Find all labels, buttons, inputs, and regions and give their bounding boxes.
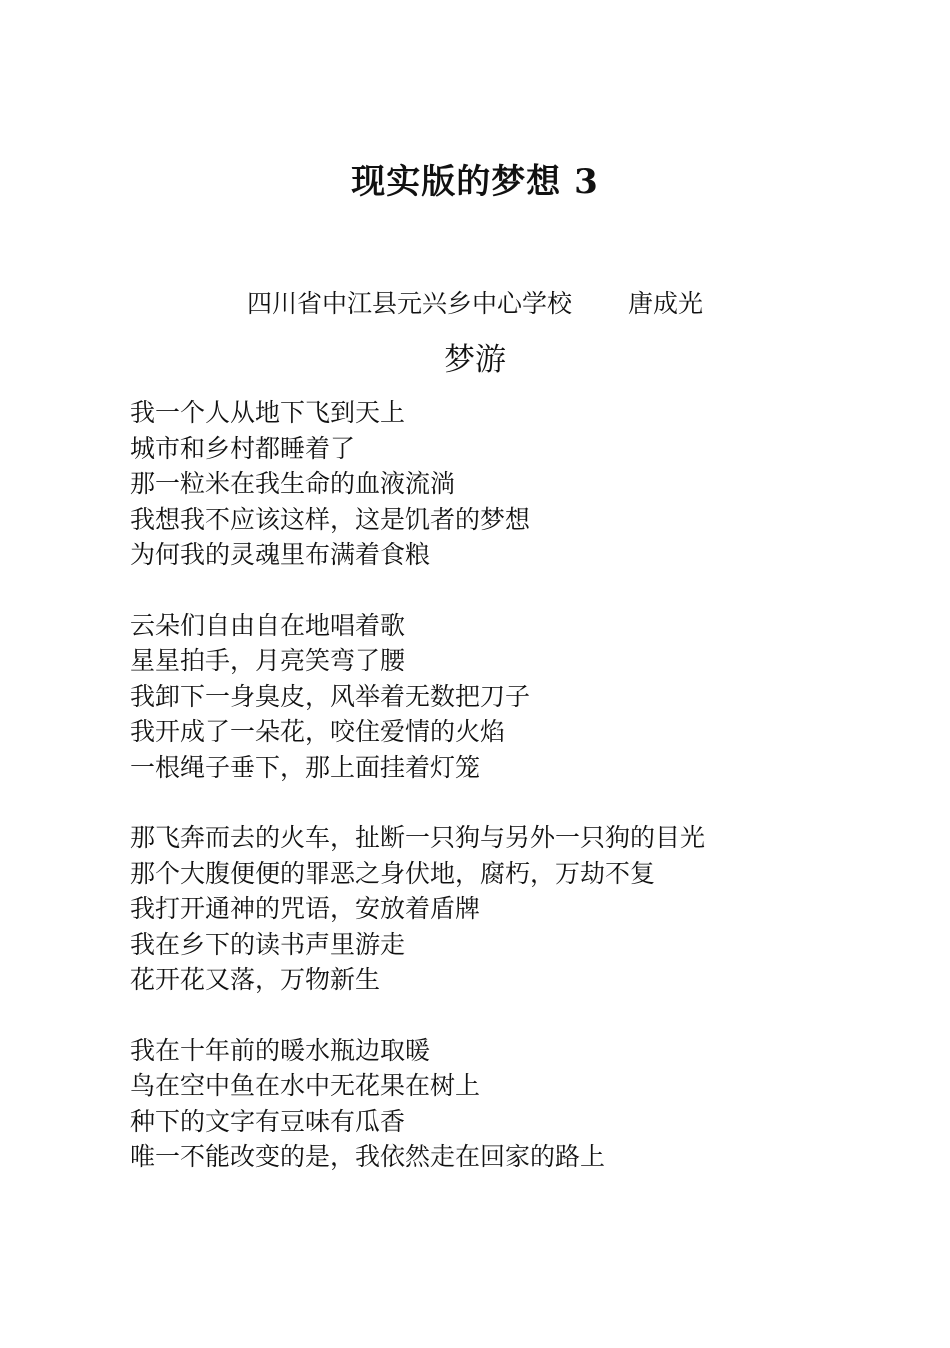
- poem-line: 唯一不能改变的是，我依然走在回家的路上: [130, 1142, 606, 1171]
- poem-line: 花开花又落，万物新生: [130, 965, 381, 994]
- stanza-1: [130, 395, 930, 573]
- poem-line: 我想我不应该这样，这是饥者的梦想: [130, 504, 531, 534]
- poem-line: 为何我的灵魂里布满着食粮: [130, 540, 431, 569]
- poem-line: 星星拍手，月亮笑弯了腰: [130, 646, 406, 675]
- poem-line: 城市和乡村都睡着了: [130, 433, 356, 463]
- poem-line: 我在十年前的暖水瓶边取暖: [130, 1035, 431, 1065]
- poem-line: 一根绳子垂下，那上面挂着灯笼: [130, 752, 481, 782]
- poem-line: 那一粒米在我生命的血液流淌: [130, 469, 456, 498]
- poem-line: 那个大腹便便的罪恶之身伏地，腐朽，万劫不复: [130, 858, 656, 888]
- document-title: 现实版的梦想 3: [351, 162, 599, 202]
- poem-line: 我打开通神的咒语，安放着盾牌: [130, 894, 481, 923]
- poem-line: 云朵们自由自在地唱着歌: [130, 610, 406, 640]
- poem-line: 鸟在空中鱼在水中无花果在树上: [130, 1071, 481, 1100]
- poem-line: 我在乡下的读书声里游走: [130, 929, 406, 959]
- stanza-3: [130, 820, 930, 998]
- stanza-4: [130, 1033, 930, 1175]
- poem-line: 种下的文字有豆味有瓜香: [130, 1106, 406, 1136]
- poem-line: 我卸下一身臭皮，风举着无数把刀子: [130, 681, 531, 711]
- byline: [0, 286, 950, 322]
- poem-title: 梦游: [444, 342, 506, 378]
- author-name: 唐成光: [628, 289, 704, 318]
- poem-line: 我一个人从地下飞到天上: [130, 398, 406, 427]
- author-school: 四川省中江县元兴乡中心学校: [246, 289, 572, 318]
- poem-body: [130, 395, 930, 1210]
- stanza-2: [130, 608, 930, 786]
- poem-line: 那飞奔而去的火车，扯断一只狗与另外一只狗的目光: [130, 823, 706, 852]
- poem-line: 我开成了一朵花，咬住爱情的火焰: [130, 717, 506, 746]
